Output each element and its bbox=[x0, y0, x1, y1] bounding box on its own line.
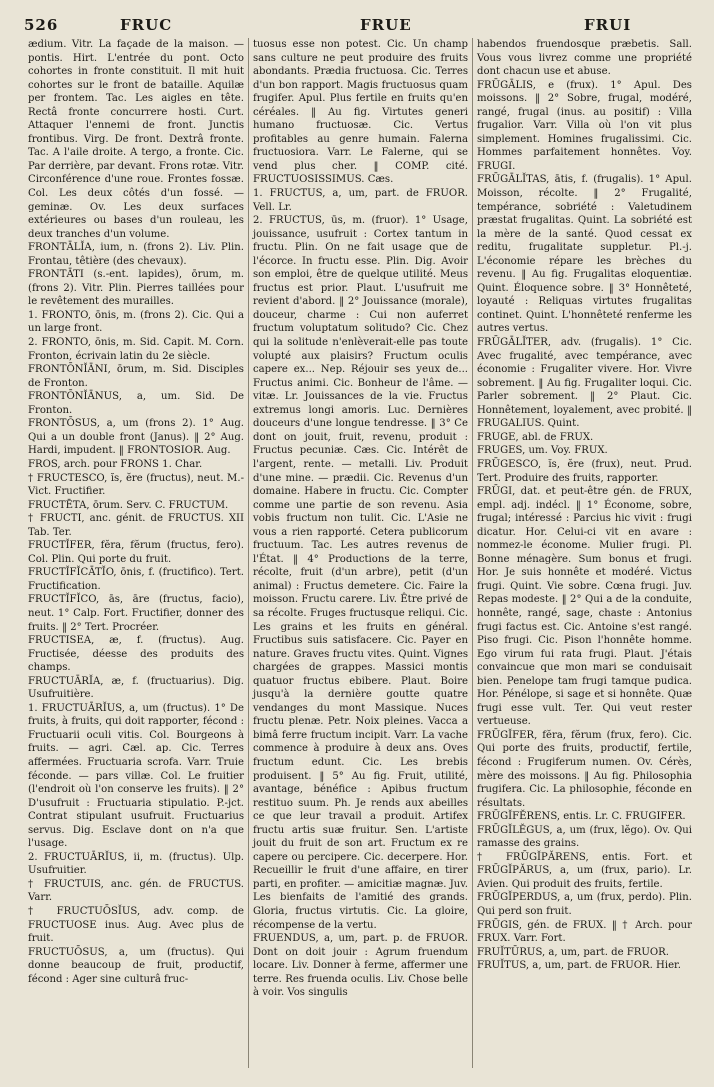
dictionary-entry: FRONTŌNĬĀNI, ōrum, m. Sid. Disciples de Fronton. bbox=[28, 364, 244, 389]
dictionary-entry: FRŪGĬPERDUS, a, um (frux, perdo). Plin. Qui perd son fruit. bbox=[477, 892, 692, 917]
dictionary-entry: FRONTŌSUS, a, um (frons 2). 1° Aug. Qui a un double front (Janus). ‖ 2° Aug. Hardi, impudent. ‖ FRONTOSIOR. Aug. bbox=[28, 418, 244, 457]
dictionary-entry: FRUCTĬFER, fĕra, fĕrum (fructus, fero). Col. Plin. Qui porte du fruit. bbox=[28, 540, 244, 565]
header-center-guideword: FRUE bbox=[360, 16, 412, 34]
dictionary-entry: FRUENDUS, a, um, part. p. de FRUOR. Dont on doit jouir : Agrum fruendum locare. Liv. Donner à ferme, affermer une terre. Res fruenda oculis. Liv. Chose belle à voir. Vos singulis bbox=[253, 933, 468, 999]
dictionary-entry: FRUĬTŪRUS, a, um, part. de FRUOR. bbox=[477, 946, 669, 958]
running-header bbox=[24, 14, 702, 38]
dictionary-entry: FRUCTUĀRĬA, æ, f. (fructuarius). Dig. Usufruitière. bbox=[28, 675, 244, 701]
dictionary-entry: 2. FRUCTUĀRĬUS, ii, m. (fructus). Ulp. Usufruitier. bbox=[28, 851, 244, 877]
text-columns bbox=[24, 38, 702, 1068]
dictionary-entry: FRŪGĬFĔRENS, entis. Lr. C. FRUGIFER. bbox=[477, 811, 686, 823]
dictionary-entry: FRŪGESCO, ĭs, ĕre (frux), neut. Prud. Tert. Produire des fruits, rapporter. bbox=[477, 458, 692, 484]
dictionary-entry: † FRŪGĬPĂRENS, entis. Fort. et FRŪGĬPĂRUS, a, um (frux, pario). Lr. Avien. Qui produit des fruits, fertile. bbox=[477, 851, 692, 890]
dictionary-entry: FRŪGĬFER, fĕra, fĕrum (frux, fero). Cic. Qui porte des fruits, productif, fertile, fécond : Frugiferum numen. Ov. Cérès, mère des moissons. ‖ Au fig. Philosophia frugifera. Cic. La philosophie, féconde en résultats. bbox=[477, 729, 692, 809]
dictionary-entry: tuosus esse non potest. Cic. Un champ sans culture ne peut produire des fruits abondants. Prædia fructuosa. Cic. Terres d'un bon rapport. Magis fructuosus quam frugifer. Apul. Plus fertile en fruits qu'en céréales. ‖ Au fig. Virtutes generi humano fructuosæ. Cic. Vertus profitables au genre humain. Falerna fructuosiora. Varr. Le Falerne, qui se vend plus cher. ‖ COMP. cité. FRUCTUOSISSIMUS. Cæs. bbox=[253, 39, 468, 186]
dictionary-entry: FRONTŌNĬĀNUS, a, um. Sid. De Fronton. bbox=[28, 391, 244, 416]
column-middle bbox=[248, 38, 472, 1068]
dictionary-entry: habendos fruendosque præbetis. Sall. Vous vous livrez comme une propriété dont chacun use et abuse. bbox=[477, 39, 692, 78]
dictionary-entry: FRUCTĬFĬCO, ās, āre (fructus, facio), neut. 1° Calp. Fort. Fructifier, donner des fruits. ‖ 2° Tert. Procréer. bbox=[28, 594, 244, 633]
dictionary-entry: FRŪGI, dat. et peut-être gén. de FRUX, empl. adj. indécl. ‖ 1° Économe, sobre, frugal; intéressé : Parcius hic vivit : frugi dicatur. Hor. Celui-ci vit en avare : nommez-le économe. Mulier frugi. Pl. Bonne ménagère. Sum bonus et frugi. Hor. Je suis honnête et modéré. Victus frugi. Quint. Vie sobre. Cœna frugi. Juv. Repas modeste. ‖ 2° Qui a de la conduite, honnête, rangé, sage, chaste : Antonius frugi factus est. Cic. Antoine s'est rangé. Piso frugi. Cic. Pison l'honnête homme. Ego virum fui rata frugi. Plaut. J'étais convaincue que mon mari se conduisait bien. Penelope tam frugi tamque pudica. Hor. Pénélope, si sage et si honnête. Quæ frugi esse vult. Ter. Qui veut rester vertueuse. bbox=[477, 486, 692, 728]
dictionary-entry: FRŪGĀLIS, e (frux). 1° Apul. Des moissons. ‖ 2° Sobre, frugal, modéré, rangé, frugal (inus. au positif) : Villa frugalior. Varr. Villa où l'on vit plus simplement. Homines frugalissimi. Cic. Hommes parfaitement honnêtes. Voy. FRUGI. bbox=[477, 79, 692, 172]
dictionary-entry: † FRUCTUŌSĬUS, adv. comp. de FRUCTUOSE inus. Aug. Avec plus de fruit. bbox=[28, 906, 244, 945]
dictionary-entry: FRONTĀLĬA, ium, n. (frons 2). Liv. Plin. Frontau, têtière (des chevaux). bbox=[28, 242, 244, 267]
dictionary-entry: 2. FRUCTUS, ūs, m. (fruor). 1° Usage, jouissance, usufruit : Cortex tantum in fructu. Plin. On ne fait usage que de l'écorce. In fructu esse. Plin. Dig. Avoir son emploi, être de quelque utilité. Meus fructus est prior. Plaut. L'usufruit me revient d'abord. ‖ 2° Jouissance (morale), douceur, charme : Cui non auferret fructum voluptatum solitudo? Cic. Chez qui la solitude n'enlèverait-elle pas toute volupté aux plaisirs? Fructum oculis capere ex... Nep. Réjouir ses yeux de... Fructus animi. Cic. Bonheur de l'âme. — vitæ. Lr. Jouissances de la vie. Fructus extremus longi amoris. Luc. Dernières douceurs d'une longue tendresse. ‖ 3° Ce dont on jouit, fruit, revenu, produit : Fructus pecuniæ. Cæs. Cic. Intérêt de l'argent, rente. — metalli. Liv. Produit d'une mine. — prædii. Cic. Revenus d'un domaine. Habere in fructu. Cic. Compter comme une partie de son revenu. Asia vobis fructum non tulit. Cic. L'Asie ne vous a rien rapporté. Cetera publicorum fructuum. Tac. Les autres revenus de l'État. ‖ 4° Productions de la terre, récolte, fruit (d'un arbre), petit (d'un animal) : Fructus demetere. Cic. Faire la moisson. Fructu carere. Liv. Être privé de sa récolte. Fruges fructusque reliqui. Cic. Les grains et les fruits en général. Fructibus suis satisfacere. Cic. Payer en nature. Graves fructu vites. Quint. Vignes chargées de grappes. Massici montis quatuor fructus ebibere. Plaut. Boire jusqu'à la dernière goutte quatre vendanges du mont Massique. Nuces fructu plenæ. Petr. Noix pleines. Vacca a bimâ ferre fructum incipit. Varr. La vache commence à produire à deux ans. Oves fructum edunt. Cic. Les brebis produisent. ‖ 5° Au fig. Fruit, utilité, avantage, bénéfice : Apibus fructum restituo suum. Ph. Je rends aux abeilles ce que leur travail a produit. Artifex fructu artis suæ fruitur. Sen. L'artiste jouit du fruit de son art. Fructum ex re capere ou percipere. Cic. decerpere. Hor. Recueillir le fruit d'une affaire, en tirer parti, en profiter. — amicitiæ magnæ. Juv. Les bienfaits de l'amitié des grands. Gloria, fructus virtutis. Cic. La gloire, récompense de la vertu. bbox=[253, 215, 468, 931]
header-left-guideword: FRUC bbox=[120, 16, 173, 34]
dictionary-entry: FRŪGĀLĬTAS, ātis, f. (frugalis). 1° Apul. Moisson, récolte. ‖ 2° Frugalité, tempérance, sobriété : Valetudinem præstat frugalitas. Quint. La sobriété est la mère de la santé. Quod cessat ex reditu, frugalitate suppletur. Pl.-j. L'économie répare les brèches du revenu. ‖ Au fig. Frugalitas eloquentiæ. Quint. Éloquence sobre. ‖ 3° Honnêteté, loyauté : Reliquas virtutes frugalitas continet. Quint. L'honnêteté renferme les autres vertus. bbox=[477, 174, 692, 335]
dictionary-entry: FRUCTĒTA, ōrum. Serv. C. FRUCTUM. bbox=[28, 499, 229, 511]
dictionary-entry: 1. FRONTO, ōnis, m. (frons 2). Cic. Qui a un large front. bbox=[28, 309, 244, 335]
dictionary-entry: FRUGES, um. Voy. FRUX. bbox=[477, 445, 608, 457]
header-right-guideword: FRUI bbox=[584, 16, 632, 34]
dictionary-entry: † FRUCTI, anc. génit. de FRUCTUS. XII Tab. Ter. bbox=[28, 513, 244, 538]
column-right bbox=[472, 38, 696, 1068]
dictionary-entry: FRUCTISEA, æ, f. (fructus). Aug. Fructisée, déesse des produits des champs. bbox=[28, 635, 244, 674]
dictionary-entry: FRŪGIS, gén. de FRUX. ‖ † Arch. pour FRUX. Varr. Fort. bbox=[477, 919, 692, 945]
dictionary-entry: FROS, arch. pour FRONS 1. Char. bbox=[28, 458, 203, 470]
dictionary-entry: ædium. Vitr. La façade de la maison. — pontis. Hirt. L'entrée du pont. Octo cohortes in fronte constituit. Il mit huit cohortes sur le front de bataille. Aquilæ per frontem. Tac. Les aigles en tête. Rectâ fronte concurrere hosti. Curt. Attaquer l'ennemi de front. Junctis frontibus. Virg. De front. Dextrâ fronte. Tac. A l'aile droite. A tergo, a fronte. Cic. Par derrière, par devant. Frons rotæ. Vitr. Circonférence d'une roue. Frontes fossæ. Col. Les deux côtés d'un fossé. — geminæ. Ov. Les deux surfaces extérieures ou bases d'un rouleau, les deux tranches d'un volume. bbox=[28, 39, 244, 240]
dictionary-entry: FRŪGĀLĬTER, adv. (frugalis). 1° Cic. Avec frugalité, avec tempérance, avec économie : Frugaliter vivere. Hor. Vivre sobrement. ‖ Au fig. Frugaliter loqui. Cic. Parler sobrement. ‖ 2° Plaut. Cic. Honnêtement, loyalement, avec probité. ‖ FRUGALIUS. Quint. bbox=[477, 337, 692, 430]
dictionary-entry: FRONTĀTI (s.-ent. lapides), ōrum, m. (frons 2). Vitr. Plin. Pierres taillées pour le revêtement des murailles. bbox=[28, 269, 244, 308]
column-left bbox=[24, 38, 248, 1068]
dictionary-entry: FRŪGĬLĔGUS, a, um (frux, lĕgo). Ov. Qui ramasse des grains. bbox=[477, 824, 692, 850]
dictionary-entry: FRUCTUŌSUS, a, um (fructus). Qui donne beaucoup de fruit, productif, fécond : Ager sine culturâ fruc- bbox=[28, 946, 244, 985]
dictionary-entry: † FRUCTUIS, anc. gén. de FRUCTUS. Varr. bbox=[28, 878, 244, 904]
dictionary-entry: † FRUCTESCO, ĭs, ĕre (fructus), neut. M.-Vict. Fructifier. bbox=[28, 472, 244, 498]
dictionary-entry: FRUCTĬFĬCĀTĬO, ōnis, f. (fructifico). Tert. Fructification. bbox=[28, 567, 244, 592]
page-number: 526 bbox=[24, 16, 59, 34]
dictionary-entry: 1. FRUCTUS, a, um, part. de FRUOR. Vell. Lr. bbox=[253, 188, 468, 213]
dictionary-entry: 1. FRUCTUĀRĬUS, a, um (fructus). 1° De fruits, à fruits, qui doit rapporter, fécond : Fructuarii oculi vitis. Col. Bourgeons à fruits. — agri. Cæl. ap. Cic. Terres affermées. Fructuaria scrofa. Varr. Truie féconde. — pars villæ. Col. Le fruitier (l'endroit où l'on conserve les fruits). ‖ 2° D'usufruit : Fructuaria stipulatio. P.-jct. Contrat stipulant usufruit. Fructuarius servus. Dig. Esclave dont on n'a que l'usage. bbox=[28, 702, 244, 850]
dictionary-entry: 2. FRONTO, ōnis, m. Sid. Capit. M. Corn. Fronton, écrivain latin du 2e siècle. bbox=[28, 337, 244, 362]
dictionary-entry: FRUGE, abl. de FRUX. bbox=[477, 431, 594, 443]
dictionary-entry: FRUĬTUS, a, um, part. de FRUOR. Hier. bbox=[477, 960, 681, 972]
